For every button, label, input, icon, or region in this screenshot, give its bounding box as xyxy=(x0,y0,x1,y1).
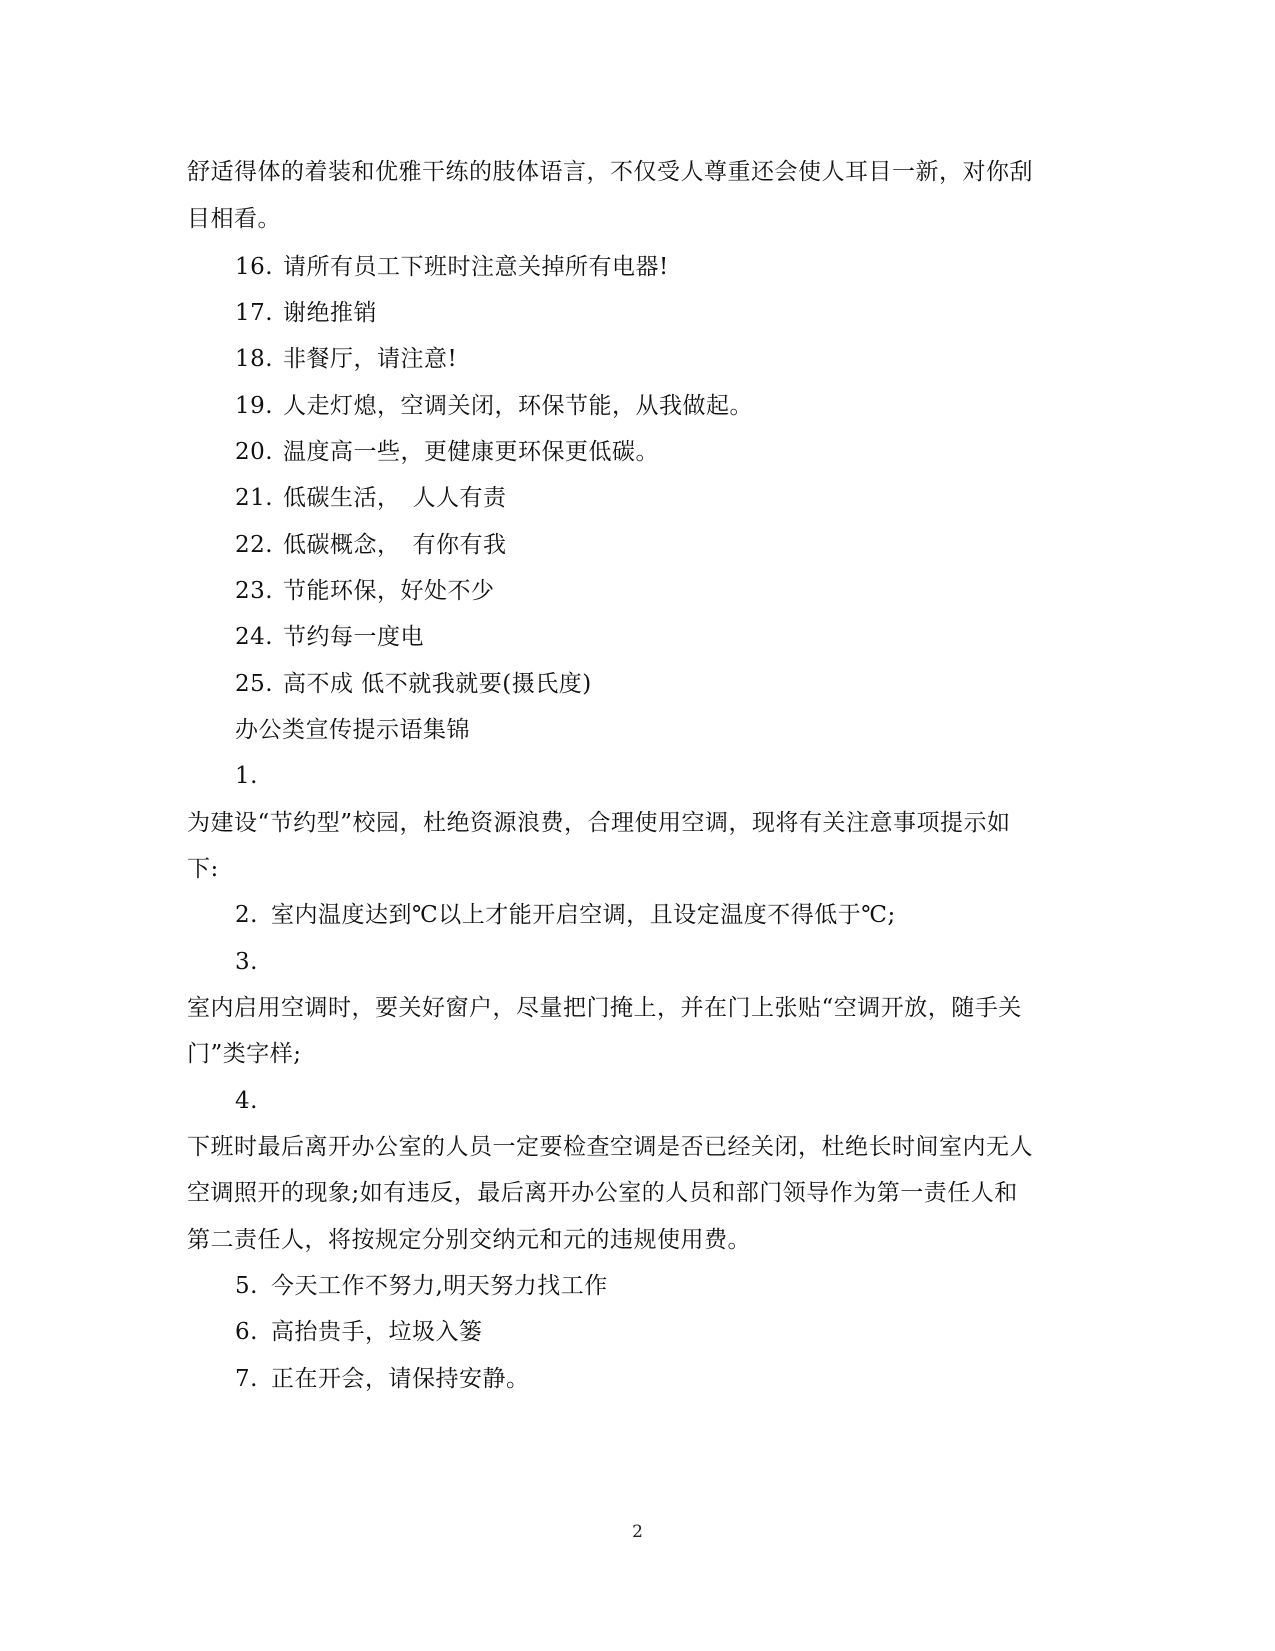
item-number: 21. xyxy=(235,485,274,511)
item-number: 17. xyxy=(235,300,274,326)
item-text: 温度高一些，更健康更环保更低碳。 xyxy=(283,439,659,465)
item-number: 24. xyxy=(235,624,274,650)
item-text: 今天工作不努力,明天努力找工作 xyxy=(271,1273,608,1299)
list-item xyxy=(235,900,896,930)
list-item xyxy=(235,530,507,560)
office-paragraph-1-line-2: 下: xyxy=(187,856,219,882)
list-item xyxy=(235,1364,530,1394)
list-item xyxy=(235,391,753,421)
item-text: 谢绝推销 xyxy=(283,300,377,326)
item-number: 2. xyxy=(235,902,258,928)
intro-line-1: 舒适得体的着装和优雅干练的肢体语言，不仅受人尊重还会使人耳目一新，对你刮 xyxy=(187,159,1033,185)
intro-line-2: 目相看。 xyxy=(187,206,281,232)
office-paragraph-1-line-1: 为建设“节约型”校园，杜绝资源浪费，合理使用空调，现将有关注意事项提示如 xyxy=(187,810,1011,836)
item-text: 低碳生活， 人人有责 xyxy=(283,485,507,511)
item-number: 22. xyxy=(235,532,274,558)
item-text: 非餐厅，请注意! xyxy=(283,346,458,372)
item-text: 低碳概念， 有你有我 xyxy=(283,532,507,558)
item-number: 25. xyxy=(235,671,274,697)
item-text: 高抬贵手，垃圾入篓 xyxy=(271,1319,483,1345)
item-text: 高不成 低不就我就要(摄氏度) xyxy=(283,671,592,697)
list-item xyxy=(235,1271,608,1301)
office-paragraph-4-line-2: 空调照开的现象;如有违反，最后离开办公室的人员和部门领导作为第一责任人和 xyxy=(187,1180,1018,1206)
item-number: 6. xyxy=(235,1319,258,1345)
item-text: 节能环保，好处不少 xyxy=(283,578,495,604)
list-item xyxy=(235,344,457,374)
item-text: 人走灯熄，空调关闭，环保节能，从我做起。 xyxy=(283,393,753,419)
item-number: 23. xyxy=(235,578,274,604)
item-number: 19. xyxy=(235,393,274,419)
office-paragraph-4-line-1: 下班时最后离开办公室的人员一定要检查空调是否已经关闭，杜绝长时间室内无人 xyxy=(187,1134,1033,1160)
list-item xyxy=(235,576,495,606)
office-item-number: 4. xyxy=(235,1088,258,1114)
list-item xyxy=(235,483,507,513)
item-text: 请所有员工下班时注意关掉所有电器! xyxy=(283,254,669,280)
list-item xyxy=(235,252,669,282)
office-item-number: 1. xyxy=(235,763,258,789)
item-text: 节约每一度电 xyxy=(283,624,424,650)
item-number: 5. xyxy=(235,1273,258,1299)
item-text: 正在开会，请保持安静。 xyxy=(271,1366,530,1392)
page-number: 2 xyxy=(632,1522,643,1542)
office-paragraph-4-line-3: 第二责任人，将按规定分别交纳元和元的违规使用费。 xyxy=(187,1227,751,1253)
section-title: 办公类宣传提示语集锦 xyxy=(235,717,470,743)
item-number: 20. xyxy=(235,439,274,465)
list-item xyxy=(235,622,424,652)
office-paragraph-3-line-2: 门”类字样; xyxy=(187,1041,302,1067)
list-item xyxy=(235,1317,483,1347)
office-paragraph-3-line-1: 室内启用空调时，要关好窗户，尽量把门掩上，并在门上张贴“空调开放，随手关 xyxy=(187,995,1022,1021)
item-text: 室内温度达到℃以上才能开启空调，且设定温度不得低于℃; xyxy=(271,902,896,928)
list-item xyxy=(235,298,377,328)
list-item xyxy=(235,669,592,699)
item-number: 16. xyxy=(235,254,274,280)
item-number: 18. xyxy=(235,346,274,372)
office-item-number: 3. xyxy=(235,949,258,975)
list-item xyxy=(235,437,659,467)
item-number: 7. xyxy=(235,1366,258,1392)
